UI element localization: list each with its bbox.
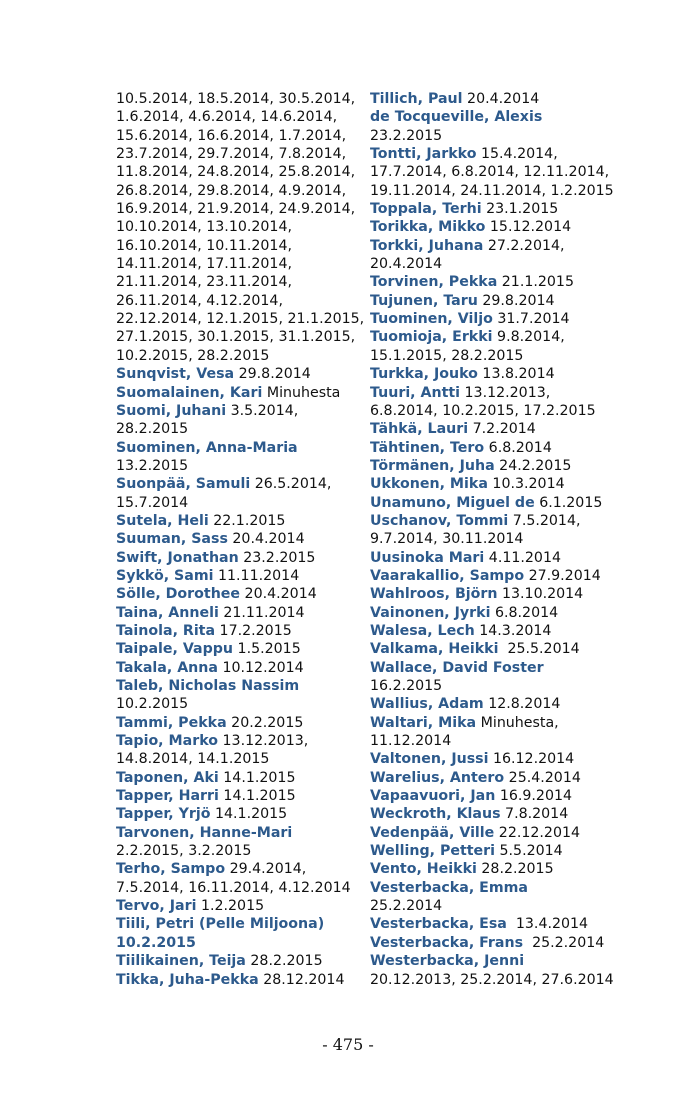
index-entry-line	[116, 145, 361, 163]
index-entry-line	[116, 860, 361, 878]
index-entry-name: Toppala, Terhi	[370, 201, 482, 218]
index-entry-name: Tikka, Juha-Pekka	[116, 971, 259, 988]
right-index-column	[370, 90, 614, 989]
index-entry-references: 6.8.2014, 10.2.2015, 17.2.2015	[370, 402, 596, 419]
index-entry-references: 26.11.2014, 4.12.2014,	[116, 292, 283, 309]
index-entry-name: Welling, Petteri	[370, 843, 496, 860]
index-entry-line	[370, 145, 610, 163]
index-entry-line	[116, 934, 361, 952]
index-entry-name: Tuominen, Viljo	[370, 311, 493, 328]
index-entry-name: Uschanov, Tommi	[370, 512, 509, 529]
index-entry-references: 25.5.2014	[498, 641, 580, 658]
index-entry-line	[370, 182, 614, 200]
index-entry-line	[370, 108, 610, 126]
index-entry-name: Walesa, Lech	[370, 622, 475, 639]
index-entry-references: 27.1.2015, 30.1.2015, 31.1.2015,	[116, 329, 356, 346]
index-entry-name: Vesterbacka, Esa	[370, 916, 507, 933]
index-entry-references: 9.7.2014, 30.11.2014	[370, 531, 524, 548]
index-entry-line	[116, 714, 361, 732]
index-entry-line	[370, 622, 610, 640]
index-entry-line	[370, 934, 610, 952]
index-entry-line	[116, 273, 361, 291]
index-entry-line	[116, 420, 361, 438]
index-entry-name: Tähtinen, Tero	[370, 439, 485, 456]
index-entry-references: 14.3.2014	[474, 622, 552, 639]
index-entry-name: Suomi, Juhani	[116, 402, 227, 419]
index-entry-line	[370, 695, 610, 713]
index-entry-name: Sunqvist, Vesa	[116, 366, 235, 383]
index-entry-name: Uusinoka Mari	[370, 549, 485, 566]
index-entry-name: Vaarakallio, Sampo	[370, 567, 525, 584]
index-entry-line	[116, 549, 361, 567]
index-entry-line	[370, 787, 610, 805]
index-entry-line	[116, 292, 361, 310]
index-entry-references: 22.1.2015	[208, 512, 286, 529]
index-entry-references: 28.2.2015	[245, 953, 323, 970]
index-entry-line	[116, 971, 361, 989]
index-entry-name: Tarvonen, Hanne-Mari	[116, 824, 293, 841]
index-entry-line	[116, 567, 361, 585]
index-entry-name: Wahlroos, Björn	[370, 586, 498, 603]
index-entry-line	[370, 200, 610, 218]
index-entry-line	[370, 805, 610, 823]
index-entry-line	[370, 879, 610, 897]
index-entry-line	[370, 897, 610, 915]
index-entry-references: 21.11.2014	[218, 604, 305, 621]
index-entry-name: Ukkonen, Mika	[370, 476, 488, 493]
index-entry-line	[370, 494, 610, 512]
index-entry-line	[116, 365, 361, 383]
index-entry-name: Tapper, Yrjö	[116, 806, 211, 823]
left-index-column	[116, 90, 365, 989]
index-entry-line	[370, 971, 614, 989]
index-entry-name: Suomalainen, Kari	[116, 384, 263, 401]
index-entry-references: 6.1.2015	[534, 494, 603, 511]
index-entry-line	[116, 494, 361, 512]
index-entry-references: 20.4.2014	[240, 586, 317, 603]
index-entry-line	[116, 952, 361, 970]
index-entry-references: 13.4.2014	[506, 916, 589, 933]
index-entry-references: 29.8.2014	[234, 366, 311, 383]
index-entry-references: 15.1.2015, 28.2.2015	[370, 347, 524, 364]
index-entry-references: 16.12.2014	[488, 751, 575, 768]
index-entry-references: 21.11.2014, 23.11.2014,	[116, 274, 292, 291]
index-entry-references: 16.10.2014, 10.11.2014,	[116, 237, 292, 254]
index-entry-line	[370, 549, 610, 567]
index-entry-line	[116, 842, 361, 860]
index-entry-references: 26.8.2014, 29.8.2014, 4.9.2014,	[116, 182, 347, 199]
index-entry-line	[370, 860, 610, 878]
index-entry-references: 28.2.2015	[476, 861, 554, 878]
index-entry-line	[116, 824, 361, 842]
index-entry-references: 21.1.2015	[497, 274, 574, 291]
index-entry-references: 23.2.2015	[370, 127, 443, 144]
index-entry-line	[116, 512, 361, 530]
index-entry-line	[116, 108, 361, 126]
index-entry-references: 7.8.2014	[500, 806, 569, 823]
index-entry-references: 15.12.2014	[485, 219, 572, 236]
index-entry-line	[116, 200, 361, 218]
index-entry-line	[370, 915, 610, 933]
index-entry-name: Vainonen, Jyrki	[370, 604, 491, 621]
index-entry-line	[370, 714, 610, 732]
index-entry-name: Sutela, Heli	[116, 512, 209, 529]
index-entry-name: Warelius, Antero	[370, 769, 505, 786]
index-entry-line	[116, 585, 361, 603]
index-entry-line	[370, 677, 610, 695]
index-entry-name: Tillich, Paul	[370, 91, 463, 107]
index-entry-references: 16.9.2014	[495, 788, 573, 805]
index-entry-name: Westerbacka, Jenni	[370, 953, 525, 970]
index-entry-references: 7.2.2014	[468, 421, 536, 438]
index-entry-references: 10.12.2014	[217, 659, 304, 676]
index-entry-name: Swift, Jonathan	[116, 549, 239, 566]
index-entry-references: 11.8.2014, 24.8.2014, 25.8.2014,	[116, 164, 356, 181]
index-entry-line	[116, 769, 361, 787]
index-entry-line	[370, 273, 610, 291]
index-entry-line	[116, 915, 361, 933]
index-entry-references: 20.12.2013, 25.2.2014, 27.6.2014	[370, 971, 614, 988]
index-entry-line	[370, 439, 610, 457]
index-entry-line	[116, 310, 365, 328]
index-entry-name: Valtonen, Jussi	[370, 751, 489, 768]
index-entry-references: 20.2.2015	[226, 714, 304, 731]
index-entry-line	[116, 805, 361, 823]
index-entry-references: 4.11.2014	[484, 549, 561, 566]
index-entry-name: Taleb, Nicholas Nassim	[116, 678, 300, 694]
index-entry-line	[370, 585, 610, 603]
index-entry-line	[116, 182, 361, 200]
index-entry-line	[370, 420, 610, 438]
index-entry-name: Tiilikainen, Teija	[116, 953, 246, 970]
index-entry-references: 13.12.2013,	[460, 384, 551, 401]
index-entry-name: Törmänen, Juha	[370, 457, 495, 474]
index-entry-name: Vento, Heikki	[370, 861, 477, 878]
index-entry-references: 24.2.2015	[494, 457, 572, 474]
index-entry-name: Weckroth, Klaus	[370, 806, 501, 823]
index-entry-references: 10.2.2015, 28.2.2015	[116, 347, 270, 364]
index-entry-line	[116, 347, 361, 365]
index-entry-references: 6.8.2014	[484, 439, 552, 456]
index-entry-line	[370, 90, 610, 108]
index-entry-line	[370, 347, 610, 365]
index-entry-references: 23.7.2014, 29.7.2014, 7.8.2014,	[116, 146, 347, 163]
index-entry-line	[370, 310, 610, 328]
index-entry-line	[116, 237, 361, 255]
index-entry-line	[116, 879, 361, 897]
index-entry-line	[116, 475, 361, 493]
index-entry-references: 1.6.2014, 4.6.2014, 14.6.2014,	[116, 109, 338, 126]
index-entry-line	[370, 218, 610, 236]
index-entry-references: 26.5.2014,	[250, 476, 332, 493]
index-entry-references: 14.1.2015	[218, 769, 296, 786]
index-entry-references: 28.2.2015	[116, 421, 189, 438]
index-entry-references: 14.1.2015	[218, 788, 296, 805]
index-entry-references: 7.5.2014, 16.11.2014, 4.12.2014	[116, 879, 351, 896]
index-entry-line	[116, 750, 361, 768]
index-entry-name: Torvinen, Pekka	[370, 274, 498, 291]
index-entry-name: Vapaavuori, Jan	[370, 788, 496, 805]
index-entry-references: 15.6.2014, 16.6.2014, 1.7.2014,	[116, 127, 347, 144]
index-entry-line	[370, 384, 610, 402]
index-entry-references: 5.5.2014	[495, 843, 563, 860]
index-entry-line	[116, 604, 361, 622]
index-entry-references: 10.5.2014, 18.5.2014, 30.5.2014,	[116, 91, 356, 107]
index-entry-line	[370, 328, 610, 346]
index-entry-references: 7.5.2014,	[508, 512, 581, 529]
index-entry-references: 1.2.2015	[196, 898, 265, 915]
index-entry-references: 9.8.2014,	[492, 329, 565, 346]
index-entry-references: 11.12.2014	[370, 733, 452, 750]
index-entry-line	[116, 402, 361, 420]
index-entry-references: 25.2.2014	[370, 898, 443, 915]
index-entry-references: 17.7.2014, 6.8.2014, 12.11.2014,	[370, 164, 610, 181]
index-entry-references: 13.2.2015	[116, 457, 189, 474]
index-entry-references: 13.8.2014	[477, 366, 555, 383]
index-entry-line	[370, 457, 610, 475]
index-entry-name: Sölle, Dorothee	[116, 586, 241, 603]
index-entry-line	[116, 90, 361, 108]
index-entry-name: Vesterbacka, Emma	[370, 879, 528, 896]
index-entry-references: 14.8.2014, 14.1.2015	[116, 751, 270, 768]
index-entry-line	[370, 255, 610, 273]
index-entry-references: 15.7.2014	[116, 494, 189, 511]
index-entry-line	[116, 384, 361, 402]
index-entry-name: Vesterbacka, Frans	[370, 934, 524, 951]
index-entry-name: Tujunen, Taru	[370, 292, 478, 309]
index-entry-references: 31.7.2014	[492, 311, 570, 328]
index-entry-line	[116, 439, 361, 457]
index-entry-name: Tähkä, Lauri	[370, 421, 469, 438]
index-entry-line	[370, 475, 610, 493]
index-entry-line	[116, 695, 361, 713]
index-entry-references: 22.12.2014, 12.1.2015, 21.1.2015,	[116, 311, 365, 328]
index-entry-references: 16.9.2014, 21.9.2014, 24.9.2014,	[116, 201, 356, 218]
index-entry-line	[116, 163, 361, 181]
index-entry-line	[116, 127, 361, 145]
index-entry-line	[370, 732, 610, 750]
index-entry-name: Tammi, Pekka	[116, 714, 227, 731]
index-entry-references: 25.4.2014	[504, 769, 581, 786]
index-entry-references: 14.11.2014, 17.11.2014,	[116, 256, 292, 273]
index-entry-line	[370, 769, 610, 787]
index-entry-references: 6.8.2014	[490, 604, 559, 621]
index-entry-name: de Tocqueville, Alexis	[370, 109, 543, 126]
index-entry-line	[116, 677, 361, 695]
index-entry-name: Taipale, Vappu	[116, 641, 234, 658]
index-entry-line	[116, 328, 361, 346]
index-entry-line	[116, 659, 361, 677]
index-entry-name: Vedenpää, Ville	[370, 824, 495, 841]
index-entry-references: 27.2.2014,	[483, 237, 565, 254]
index-entry-references: 15.4.2014,	[476, 146, 558, 163]
index-entry-name: Valkama, Heikki	[370, 641, 499, 658]
index-entry-line	[370, 604, 610, 622]
index-entry-references: 25.2.2014	[523, 934, 605, 951]
index-entry-name: Takala, Anna	[116, 659, 218, 676]
index-entry-references: 2.2.2015, 3.2.2015	[116, 843, 252, 860]
index-entry-line	[370, 402, 610, 420]
index-entry-line	[370, 127, 610, 145]
index-entry-references: 13.10.2014	[497, 586, 584, 603]
index-entry-name: Tuomioja, Erkki	[370, 329, 493, 346]
index-entry-references: 10.3.2014	[487, 476, 565, 493]
index-entry-line	[116, 732, 361, 750]
index-entry-line	[370, 824, 610, 842]
index-entry-references: Minuhesta	[262, 384, 341, 401]
index-entry-line	[370, 163, 610, 181]
index-entry-line	[116, 787, 361, 805]
index-entry-line	[370, 292, 610, 310]
index-entry-references: 22.12.2014	[494, 824, 581, 841]
index-entry-name: Tainola, Rita	[116, 622, 216, 639]
index-entry-line	[116, 530, 361, 548]
index-entry-line	[116, 218, 361, 236]
index-entry-name: Tapper, Harri	[116, 788, 219, 805]
index-entry-references: 11.11.2014	[213, 567, 300, 584]
index-entry-name: Turkka, Jouko	[370, 366, 478, 383]
index-entry-name: Tapio, Marko	[116, 733, 219, 750]
index-entry-references: 20.4.2014	[462, 91, 540, 107]
page-number: - 475 -	[322, 1035, 374, 1054]
index-entry-line	[370, 952, 610, 970]
index-entry-references: 23.1.2015	[481, 201, 559, 218]
index-entry-name: Tervo, Jari	[116, 898, 197, 915]
index-entry-references: 16.2.2015	[370, 678, 443, 694]
index-entry-references: 19.11.2014, 24.11.2014, 1.2.2015	[370, 182, 614, 199]
index-entry-references: 1.5.2015	[233, 641, 301, 658]
index-entry-name: Suuman, Sass	[116, 531, 228, 548]
index-entry-name: Waltari, Mika	[370, 714, 477, 731]
index-entry-name: Taponen, Aki	[116, 769, 219, 786]
index-entry-references: 3.5.2014,	[226, 402, 299, 419]
index-entry-name: Terho, Sampo	[116, 861, 226, 878]
index-entry-line	[370, 640, 610, 658]
index-entry-line	[370, 842, 610, 860]
index-entry-line	[116, 897, 361, 915]
index-entry-references: Minuhesta,	[476, 714, 559, 731]
index-entry-references: 14.1.2015	[210, 806, 288, 823]
index-entry-line	[370, 659, 610, 677]
index-entry-references: 10.10.2014, 13.10.2014,	[116, 219, 292, 236]
index-entry-references: 13.12.2013,	[218, 733, 309, 750]
index-entry-references: 12.8.2014	[483, 696, 561, 713]
index-entry-name: Wallace, David Foster	[370, 659, 544, 676]
index-entry-references: 10.2.2015	[116, 696, 189, 713]
index-entry-line	[116, 457, 361, 475]
index-entry-line	[116, 255, 361, 273]
index-entry-name: Wallius, Adam	[370, 696, 484, 713]
index-entry-references: 27.9.2014	[524, 567, 601, 584]
index-entry-name: Tiili, Petri (Pelle Miljoona)	[116, 916, 325, 933]
index-entry-name: Torkki, Juhana	[370, 237, 484, 254]
index-entry-references: 28.12.2014	[258, 971, 345, 988]
index-entry-line	[370, 237, 610, 255]
index-entry-name: Suominen, Anna-Maria	[116, 439, 298, 456]
index-entry-line	[370, 567, 610, 585]
index-entry-name: Torikka, Mikko	[370, 219, 486, 236]
index-entry-line	[370, 530, 610, 548]
index-entry-references: 29.4.2014,	[225, 861, 307, 878]
index-entry-references: 29.8.2014	[477, 292, 555, 309]
index-entry-name: Taina, Anneli	[116, 604, 219, 621]
index-entry-name: Unamuno, Miguel de	[370, 494, 535, 511]
index-entry-line	[370, 365, 610, 383]
index-entry-name: Tontti, Jarkko	[370, 146, 477, 163]
index-entry-name: Suonpää, Samuli	[116, 476, 251, 493]
index-entry-name: Tuuri, Antti	[370, 384, 461, 401]
index-entry-line	[116, 622, 361, 640]
index-entry-references: 20.4.2014	[227, 531, 305, 548]
index-entry-line	[116, 640, 361, 658]
index-entry-references: 23.2.2015	[238, 549, 316, 566]
index-entry-name: Sykkö, Sami	[116, 567, 214, 584]
index-entry-references: 20.4.2014	[370, 256, 443, 273]
index-entry-line	[370, 750, 610, 768]
index-entry-references: 17.2.2015	[215, 622, 292, 639]
index-entry-line	[370, 512, 610, 530]
index-entry-name: 10.2.2015	[116, 934, 196, 951]
